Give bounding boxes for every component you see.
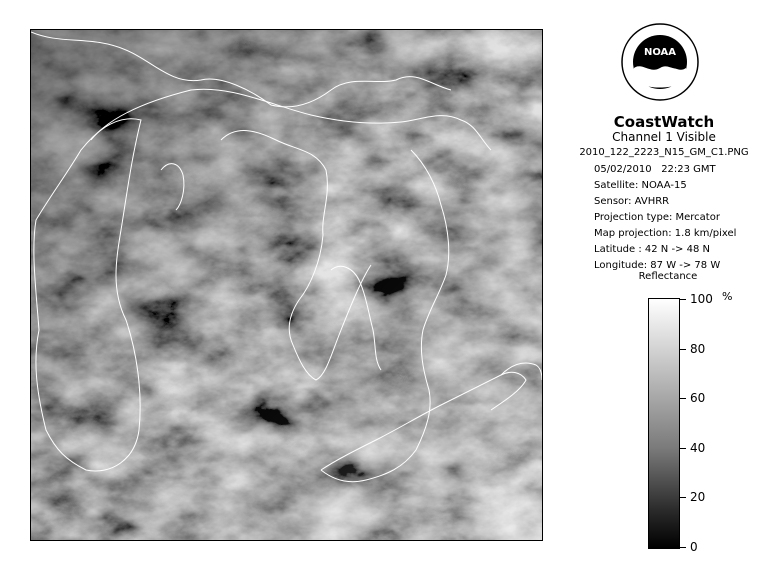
product-sensor: Sensor: AVHRR bbox=[594, 196, 670, 207]
colorbar-label: Reflectance bbox=[638, 271, 698, 282]
reflectance-colorbar bbox=[648, 298, 680, 549]
product-filename: 2010_122_2223_N15_GM_C1.PNG bbox=[579, 147, 749, 158]
colorbar-tick bbox=[680, 398, 686, 399]
product-latitude: Latitude : 42 N -> 48 N bbox=[594, 244, 710, 255]
colorbar-tick-label: 80 bbox=[690, 342, 706, 356]
logo-text: NOAA bbox=[643, 47, 677, 58]
colorbar-tick bbox=[680, 497, 686, 498]
colorbar-tick bbox=[680, 349, 686, 350]
colorbar-tick-label: 0 bbox=[690, 540, 698, 554]
colorbar-tick-label: 60 bbox=[690, 391, 706, 405]
product-title: CoastWatch bbox=[613, 113, 715, 131]
colorbar-tick-label: 20 bbox=[690, 490, 706, 504]
colorbar-tick bbox=[680, 547, 686, 548]
product-date: 05/02/2010 22:23 GMT bbox=[594, 164, 716, 175]
product-longitude: Longitude: 87 W -> 78 W bbox=[594, 260, 721, 271]
colorbar-tick-label: 100 bbox=[690, 292, 713, 306]
product-resolution: Map projection: 1.8 km/pixel bbox=[594, 228, 737, 239]
map-svg bbox=[31, 30, 542, 540]
product-satellite: Satellite: NOAA-15 bbox=[594, 180, 687, 191]
colorbar-unit: % bbox=[722, 290, 733, 303]
product-projection: Projection type: Mercator bbox=[594, 212, 720, 223]
satellite-image-map[interactable] bbox=[30, 29, 543, 541]
noaa-logo bbox=[620, 22, 700, 102]
colorbar-tick bbox=[680, 299, 686, 300]
colorbar-tick bbox=[680, 448, 686, 449]
product-channel: Channel 1 Visible bbox=[612, 130, 716, 144]
colorbar-tick-label: 40 bbox=[690, 441, 706, 455]
